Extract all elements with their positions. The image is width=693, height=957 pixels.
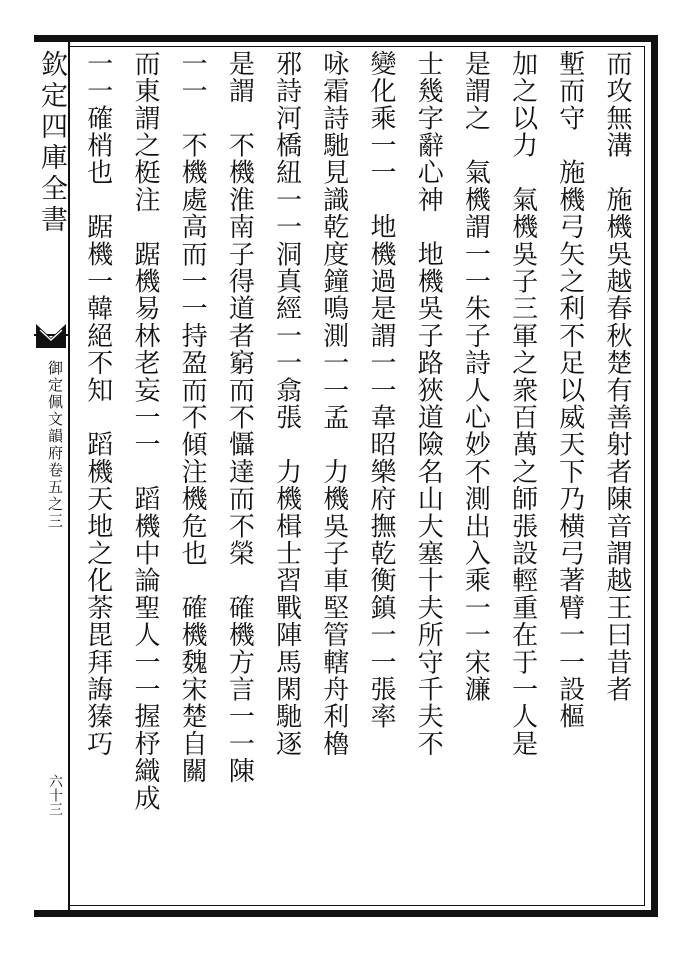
margin-strip: [34, 42, 70, 910]
page-number: 六十三: [47, 774, 63, 816]
book-title-text: 御定佩文韻府: [46, 360, 64, 462]
text-column: 一一 不機處高而一一持盈而不傾注機危也 確機魏宋楚自關: [177, 50, 208, 785]
page-frame-inner-bottom: [70, 905, 644, 906]
text-column: 塹而守 施機弓矢之利不足以威天下乃横弓著臂一一設樞: [554, 50, 585, 730]
text-column: 而攻無溝 施機吳越春秋楚有善射者陳音謂越王曰昔者: [602, 50, 632, 703]
text-column: 咏霜詩馳見識乾度鐘鳴測一一孟 力機吳子車堅管轄舟利櫓: [318, 50, 349, 758]
text-column: 加之以力 氣機吳子三軍之衆百萬之師張設輕重在于一人是: [507, 50, 538, 758]
main-text-body: [74, 50, 640, 902]
text-column: 而東謂之梃注 踞機易林老妄一一 蹈機中論聖人一一握杼織成: [129, 50, 160, 812]
page-frame-right: [651, 35, 658, 917]
text-column: 是謂之 氣機謂一一朱子詩人心妙不測出入乘一一宋濂: [460, 50, 491, 703]
collection-title: 欽定四庫全書: [36, 50, 67, 236]
volume-number: 卷五之三: [46, 462, 64, 530]
text-column: 一一確梢也 踞機一韓絕不知 蹈機天地之化荼毘拜誨獉巧: [82, 50, 113, 758]
fishtail-mark-icon: [34, 322, 68, 350]
text-column: 士幾字辭心神 地機吳子路狹道險名山大塞十夫所守千夫不: [413, 50, 444, 758]
page-frame-inner-right: [644, 46, 645, 906]
text-column: 變化乘一一 地機過是謂一一韋昭樂府撫乾衡鎮一一張率: [365, 50, 396, 730]
page-frame-inner-top: [70, 46, 644, 47]
book-title: [38, 360, 68, 530]
text-column: 是謂 不機淮南子得道者窮而不懾達而不榮 確機方言一一陳: [224, 50, 255, 785]
page-frame-top: [34, 35, 658, 42]
text-column: 邪詩河橋紐一一洞真經一一翕張 力機楫士習戰陣馬閑馳逐: [271, 50, 302, 758]
page-frame-bottom: [34, 910, 658, 917]
